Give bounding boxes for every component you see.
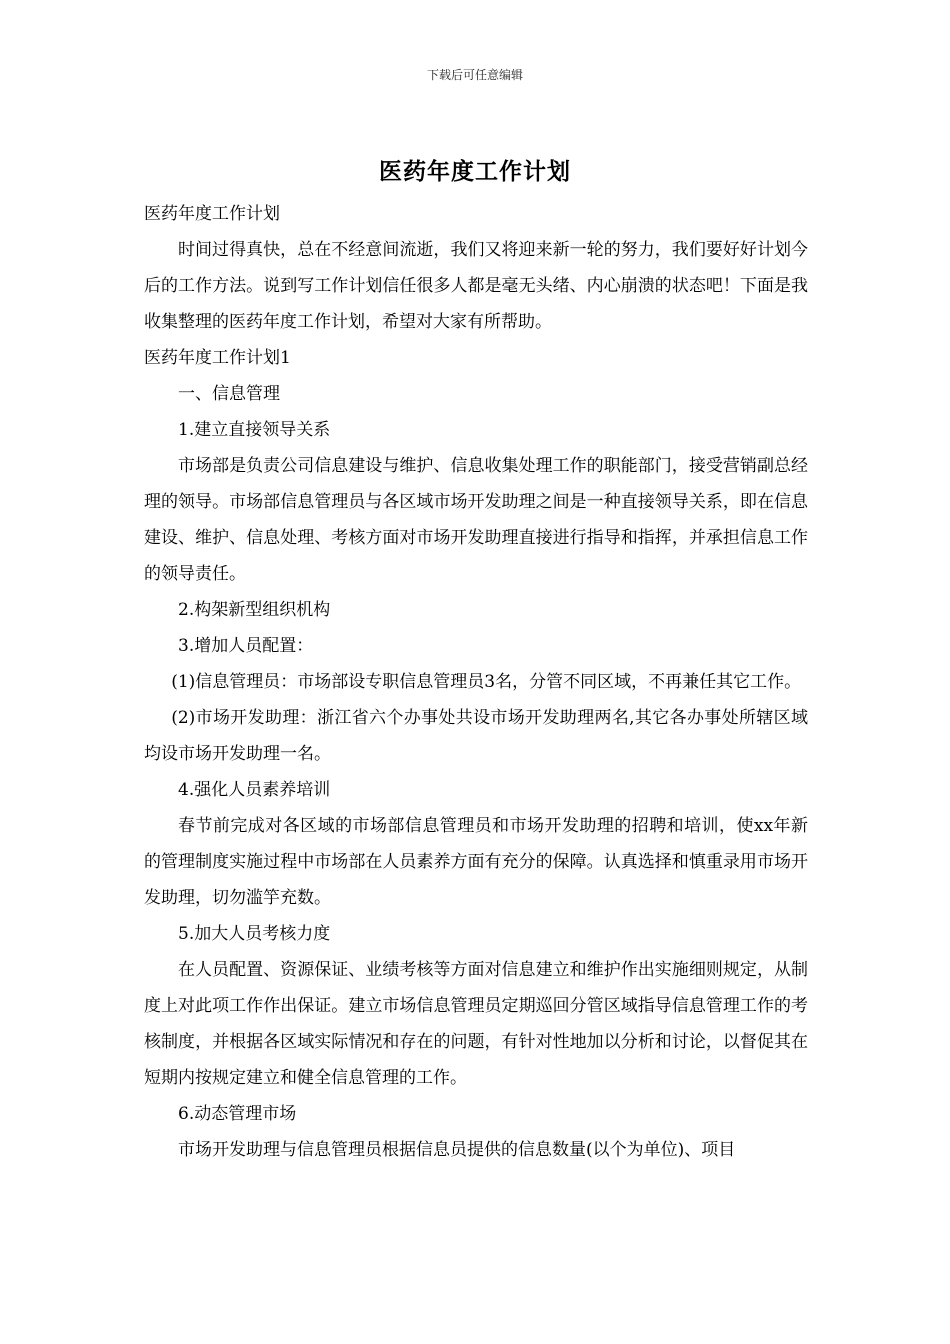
item-heading: 5.加大人员考核力度 — [178, 924, 331, 944]
sub-item-paragraph: (2)市场开发助理：浙江省六个办事处共设市场开发助理两名,其它各办事处所辖区域均设市场开发助理一名。 — [144, 708, 808, 764]
body-paragraph: 春节前完成对各区域的市场部信息管理员和市场开发助理的招聘和培训，使xx年新的管理制度实施过程中市场部在人员素养方面有充分的保障。认真选择和慎重录用市场开发助理，切勿滥竽充数。 — [144, 816, 808, 908]
document-title: 医药年度工作计划 — [379, 158, 571, 185]
body-paragraph: 市场部是负责公司信息建设与维护、信息收集处理工作的职能部门，接受营销副总经理的领导。市场部信息管理员与各区域市场开发助理之间是一种直接领导关系，即在信息建设、维护、信息处理、考核方面对市场开发助理直接进行指导和指挥，并承担信息工作的领导责任。 — [144, 456, 808, 584]
item-heading: 6.动态管理市场 — [178, 1104, 297, 1124]
header-note: 下载后可任意编辑 — [426, 68, 523, 82]
item-heading: 3.增加人员配置： — [178, 636, 314, 656]
plan-heading: 医药年度工作计划1 — [144, 348, 291, 368]
document-body — [144, 196, 808, 1168]
body-paragraph: 市场开发助理与信息管理员根据信息员提供的信息数量(以个为单位)、项目 — [178, 1140, 736, 1160]
sub-item-paragraph: (1)信息管理员：市场部设专职信息管理员3名，分管不同区域，不再兼任其它工作。 — [171, 672, 802, 692]
intro-paragraph: 时间过得真快，总在不经意间流逝，我们又将迎来新一轮的努力，我们要好好计划今后的工作方法。说到写工作计划信任很多人都是毫无头绪、内心崩溃的状态吧！下面是我收集整理的医药年度工作计划，希望对大家有所帮助。 — [144, 240, 808, 332]
subtitle-line: 医药年度工作计划 — [144, 204, 280, 224]
item-heading: 2.构架新型组织机构 — [178, 600, 331, 620]
item-heading: 1.建立直接领导关系 — [178, 420, 331, 440]
section-heading: 一、信息管理 — [178, 384, 280, 404]
item-heading: 4.强化人员素养培训 — [178, 780, 331, 800]
body-paragraph: 在人员配置、资源保证、业绩考核等方面对信息建立和维护作出实施细则规定，从制度上对此项工作作出保证。建立市场信息管理员定期巡回分管区域指导信息管理工作的考核制度，并根据各区域实际情况和存在的问题，有针对性地加以分析和讨论，以督促其在短期内按规定建立和健全信息管理的工作。 — [144, 960, 808, 1088]
